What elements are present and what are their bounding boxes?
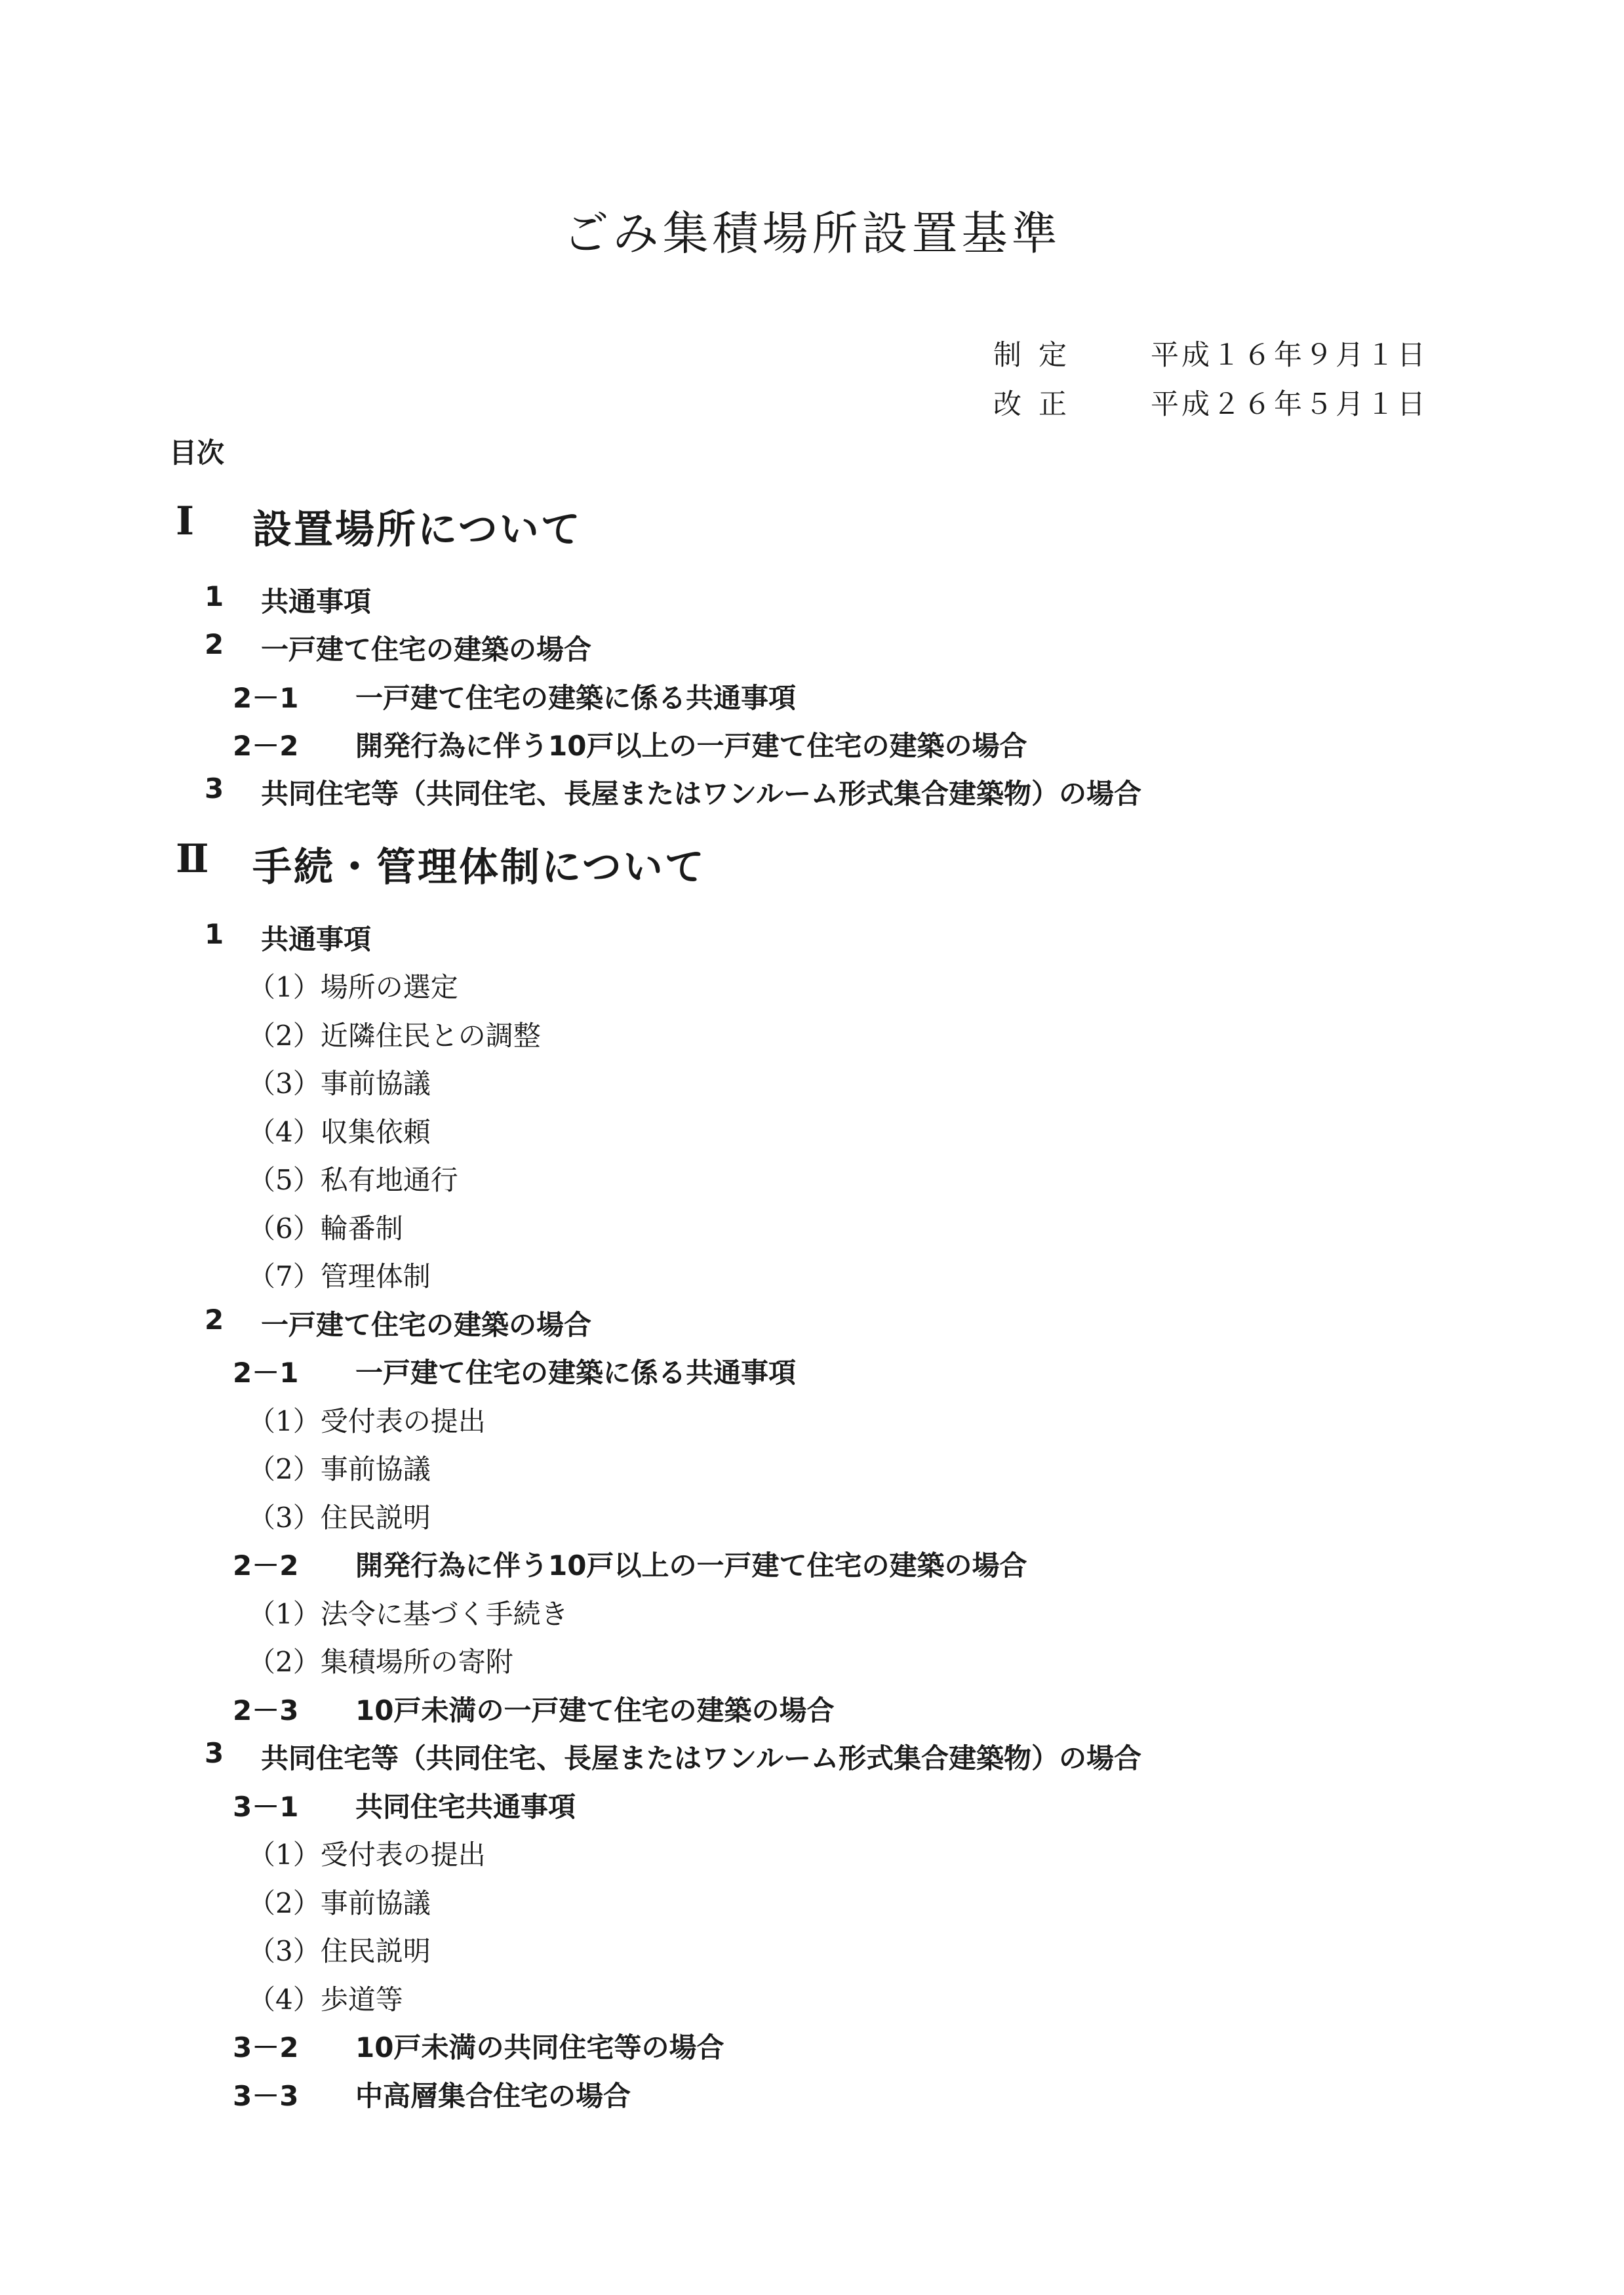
- enacted-date: 平成１６年９月１日: [1151, 339, 1428, 372]
- subsection-number: 2－2: [233, 730, 299, 762]
- subsection-title: 中高層集合住宅の場合: [355, 2080, 631, 2112]
- toc-item: （1）法令に基づく手続き: [248, 1598, 568, 1630]
- section-title: 共通事項: [261, 586, 372, 618]
- section-title: 共同住宅等（共同住宅、長屋またはワンルーム形式集合建築物）の場合: [261, 778, 1141, 810]
- toc-item: （3）住民説明: [248, 1502, 431, 1534]
- part-title: 設置場所について: [252, 507, 582, 553]
- part-numeral: Ⅰ: [176, 498, 195, 544]
- section-title: 共通事項: [261, 923, 372, 955]
- toc-item: （2）近隣住民との調整: [248, 1020, 541, 1052]
- revised-date: 平成２６年５月１日: [1151, 388, 1428, 421]
- subsection-number: 2－2: [233, 1549, 299, 1582]
- toc-item: （1）受付表の提出: [248, 1839, 486, 1871]
- part-title: 手続・管理体制について: [252, 845, 706, 890]
- subsection-number: 2－1: [233, 1357, 299, 1389]
- toc-item: （2）集積場所の寄附: [248, 1646, 513, 1678]
- toc-item: （4）歩道等: [248, 1984, 403, 2016]
- toc-heading: 目次: [169, 437, 225, 469]
- subsection-number: 2－3: [233, 1694, 299, 1726]
- section-number: 2: [205, 628, 224, 660]
- section-number: 3: [205, 1737, 224, 1769]
- section-number: 1: [205, 580, 224, 612]
- document-title: ごみ集積場所設置基準: [563, 207, 1061, 260]
- subsection-title: 開発行為に伴う10戸以上の一戸建て住宅の建築の場合: [355, 730, 1027, 762]
- subsection-title: 10戸未満の共同住宅等の場合: [355, 2031, 724, 2064]
- section-title: 共同住宅等（共同住宅、長屋またはワンルーム形式集合建築物）の場合: [261, 1742, 1141, 1774]
- toc-item: （1）受付表の提出: [248, 1405, 486, 1437]
- subsection-number: 3－1: [233, 1791, 299, 1823]
- toc-item: （1）場所の選定: [248, 971, 458, 1003]
- subsection-number: 3－2: [233, 2031, 299, 2064]
- revised-label: 改正: [993, 388, 1084, 421]
- toc-item: （4）収集依頼: [248, 1116, 431, 1148]
- subsection-title: 一戸建て住宅の建築に係る共通事項: [355, 682, 797, 714]
- toc-item: （6）輪番制: [248, 1212, 403, 1245]
- subsection-number: 3－3: [233, 2080, 299, 2112]
- subsection-title: 一戸建て住宅の建築に係る共通事項: [355, 1357, 797, 1389]
- enacted-label: 制定: [993, 339, 1084, 372]
- subsection-number: 2－1: [233, 682, 299, 714]
- toc-item: （2）事前協議: [248, 1887, 431, 1919]
- section-number: 2: [205, 1304, 224, 1336]
- subsection-title: 10戸未満の一戸建て住宅の建築の場合: [355, 1694, 835, 1726]
- section-title: 一戸建て住宅の建築の場合: [261, 1309, 592, 1341]
- subsection-title: 共同住宅共通事項: [355, 1791, 576, 1823]
- section-title: 一戸建て住宅の建築の場合: [261, 633, 592, 666]
- section-number: 3: [205, 772, 224, 805]
- toc-item: （3）住民説明: [248, 1935, 431, 1967]
- toc-item: （5）私有地通行: [248, 1164, 458, 1196]
- subsection-title: 開発行為に伴う10戸以上の一戸建て住宅の建築の場合: [355, 1549, 1027, 1582]
- section-number: 1: [205, 918, 224, 950]
- part-numeral: Ⅱ: [176, 836, 209, 882]
- toc-item: （7）管理体制: [248, 1260, 431, 1292]
- toc-item: （2）事前協議: [248, 1453, 431, 1485]
- toc-item: （3）事前協議: [248, 1068, 431, 1100]
